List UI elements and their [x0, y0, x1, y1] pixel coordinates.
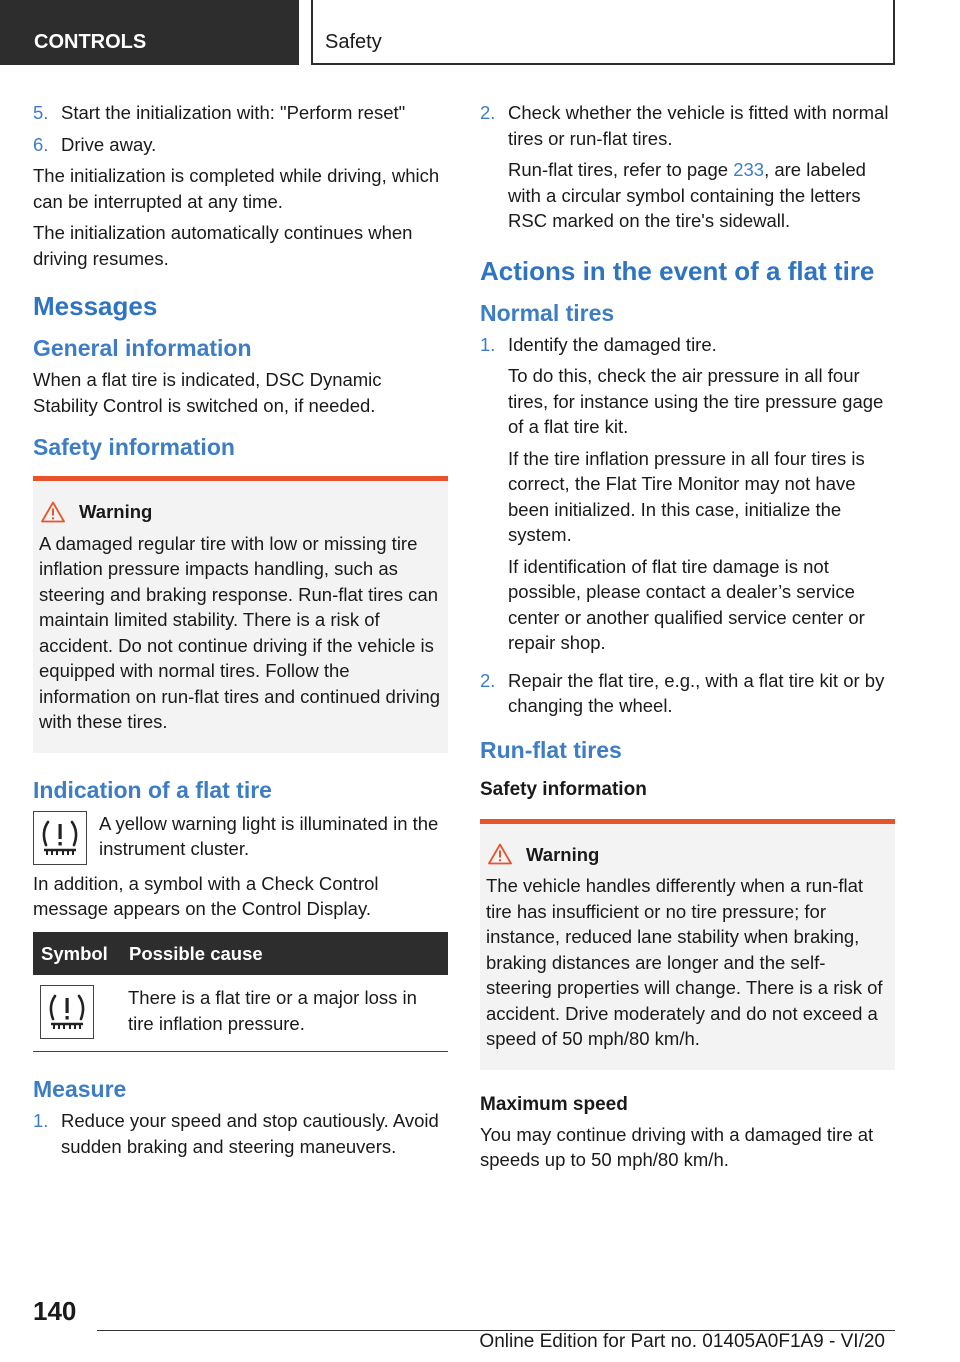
table-row	[33, 975, 448, 1052]
warning-title: Warning	[526, 843, 600, 865]
step-number: 1.	[480, 333, 496, 355]
heading-safety-information: Safety information	[33, 434, 235, 460]
warning-triangle-icon	[488, 843, 512, 865]
warning-text: The vehicle handles differently when a run-flat tire has insufficient or no tire pressure; for instance, reduced lane stability when braking, braking distances are longer and the self-steering properties will change. There is a risk of accident. Drive moderately and do not exceed a speed of 50 mph/80 km/h.	[486, 875, 883, 1049]
step-text: Drive away.	[61, 133, 157, 155]
warning-box	[33, 476, 448, 753]
step-text: Repair the flat tire, e.g., with a flat tire kit or by changing the wheel.	[508, 669, 885, 716]
list-item	[480, 100, 895, 240]
step-subtext: If the tire inflation pressure in all four tires is correct, the Flat Tire Monitor may not have been initialized. In this case, initialize the system.	[508, 447, 865, 545]
table-header-row	[33, 932, 448, 976]
list-item	[480, 332, 895, 662]
warning-header	[486, 842, 889, 868]
step-text: Start the initialization with: "Perform reset"	[61, 102, 406, 123]
step-subtext: If identification of flat tire damage is not possible, please contact a dealer’s service center or another qualified service center or repair shop.	[508, 555, 865, 653]
footer-edition: Online Edition for Part no. 01405A0F1A9 - VI/20	[479, 1331, 885, 1352]
step-subtext	[508, 157, 895, 234]
indicator-text: A yellow warning light is illuminated in the instrument cluster.	[99, 812, 439, 859]
heading-measure: Measure	[33, 1076, 127, 1102]
step-body	[508, 332, 895, 662]
indicator-row	[33, 811, 448, 865]
heading-run-flat-tires: Run-flat tires	[480, 736, 622, 763]
step-text: Identify the damaged tire.	[508, 333, 717, 355]
right-column	[480, 100, 895, 1179]
heading-messages: Messages	[33, 291, 158, 321]
warning-triangle-icon	[41, 501, 65, 523]
page-number: 140	[33, 1296, 77, 1326]
step-text: Reduce your speed and stop cautiously. Avoid sudden braking and steering maneuvers.	[61, 1110, 439, 1157]
section-tab: CONTROLS	[0, 0, 299, 65]
step-number: 2.	[480, 669, 496, 691]
flat-tire-warning-icon	[33, 811, 87, 865]
page-reference-link[interactable]: 233	[733, 159, 765, 180]
step-number: 5.	[33, 102, 49, 123]
heading-normal-tires: Normal tires	[480, 299, 615, 326]
warning-text: A damaged regular tire with low or missing tire inflation pressure impacts handling, such as steering and braking response. Run-flat tires can maintain limited stability. There is a risk of accident. Do not continue driving if the vehicle is equipped with normal tires. Follow the information on run-flat tires and continued driving with these tires.	[39, 532, 441, 732]
paragraph: In addition, a symbol with a Check Control message appears on the Control Display.	[33, 872, 379, 919]
symbol-table	[33, 932, 448, 1053]
warning-box	[480, 819, 895, 1070]
step-text: Check whether the vehicle is fitted with normal tires or run-flat tires.	[508, 102, 889, 149]
subtext-part: Run-flat tires, refer to page	[508, 159, 734, 180]
flat-tire-warning-icon	[40, 985, 94, 1039]
step-number: 6.	[33, 133, 49, 155]
subtext-part: , are labeled with a circular symbol containing the letters RSC marked on the tire's sidewall.	[508, 159, 866, 231]
list-item	[33, 1108, 448, 1159]
step-subtext: To do this, check the air pressure in all four tires, for instance using the tire pressure gage of a flat tire kit.	[508, 365, 884, 437]
topic-tab: Safety	[311, 0, 895, 65]
page-header	[0, 0, 960, 66]
list-item	[33, 100, 448, 126]
warning-header	[39, 499, 442, 525]
heading-actions-flat-tire: Actions in the event of a flat tire	[480, 255, 875, 286]
step-body	[508, 100, 895, 240]
step-number: 2.	[480, 102, 496, 123]
heading-indication: Indication of a flat tire	[33, 776, 272, 803]
table-cell-cause: There is a flat tire or a major loss in tire inflation pressure.	[121, 975, 448, 1052]
paragraph: You may continue driving with a damaged tire at speeds up to 50 mph/80 km/h.	[480, 1123, 874, 1170]
step-number: 1.	[33, 1110, 49, 1131]
list-item	[33, 132, 448, 158]
left-column	[33, 100, 448, 1165]
column-header-symbol: Symbol	[33, 932, 121, 976]
heading-maximum-speed: Maximum speed	[480, 1093, 628, 1115]
warning-title: Warning	[79, 501, 153, 522]
paragraph: The initialization is completed while driving, which can be interrupted at any time.	[33, 165, 440, 212]
paragraph: The initialization automatically continues when driving resumes.	[33, 222, 413, 269]
list-item	[480, 668, 895, 719]
heading-run-flat-safety: Safety information	[480, 778, 647, 800]
table-cell-symbol	[33, 975, 121, 1052]
heading-general-information: General information	[33, 335, 252, 361]
paragraph: When a flat tire is indicated, DSC Dynamic Stability Control is switched on, if needed.	[33, 369, 382, 416]
column-header-cause: Possible cause	[121, 932, 448, 976]
